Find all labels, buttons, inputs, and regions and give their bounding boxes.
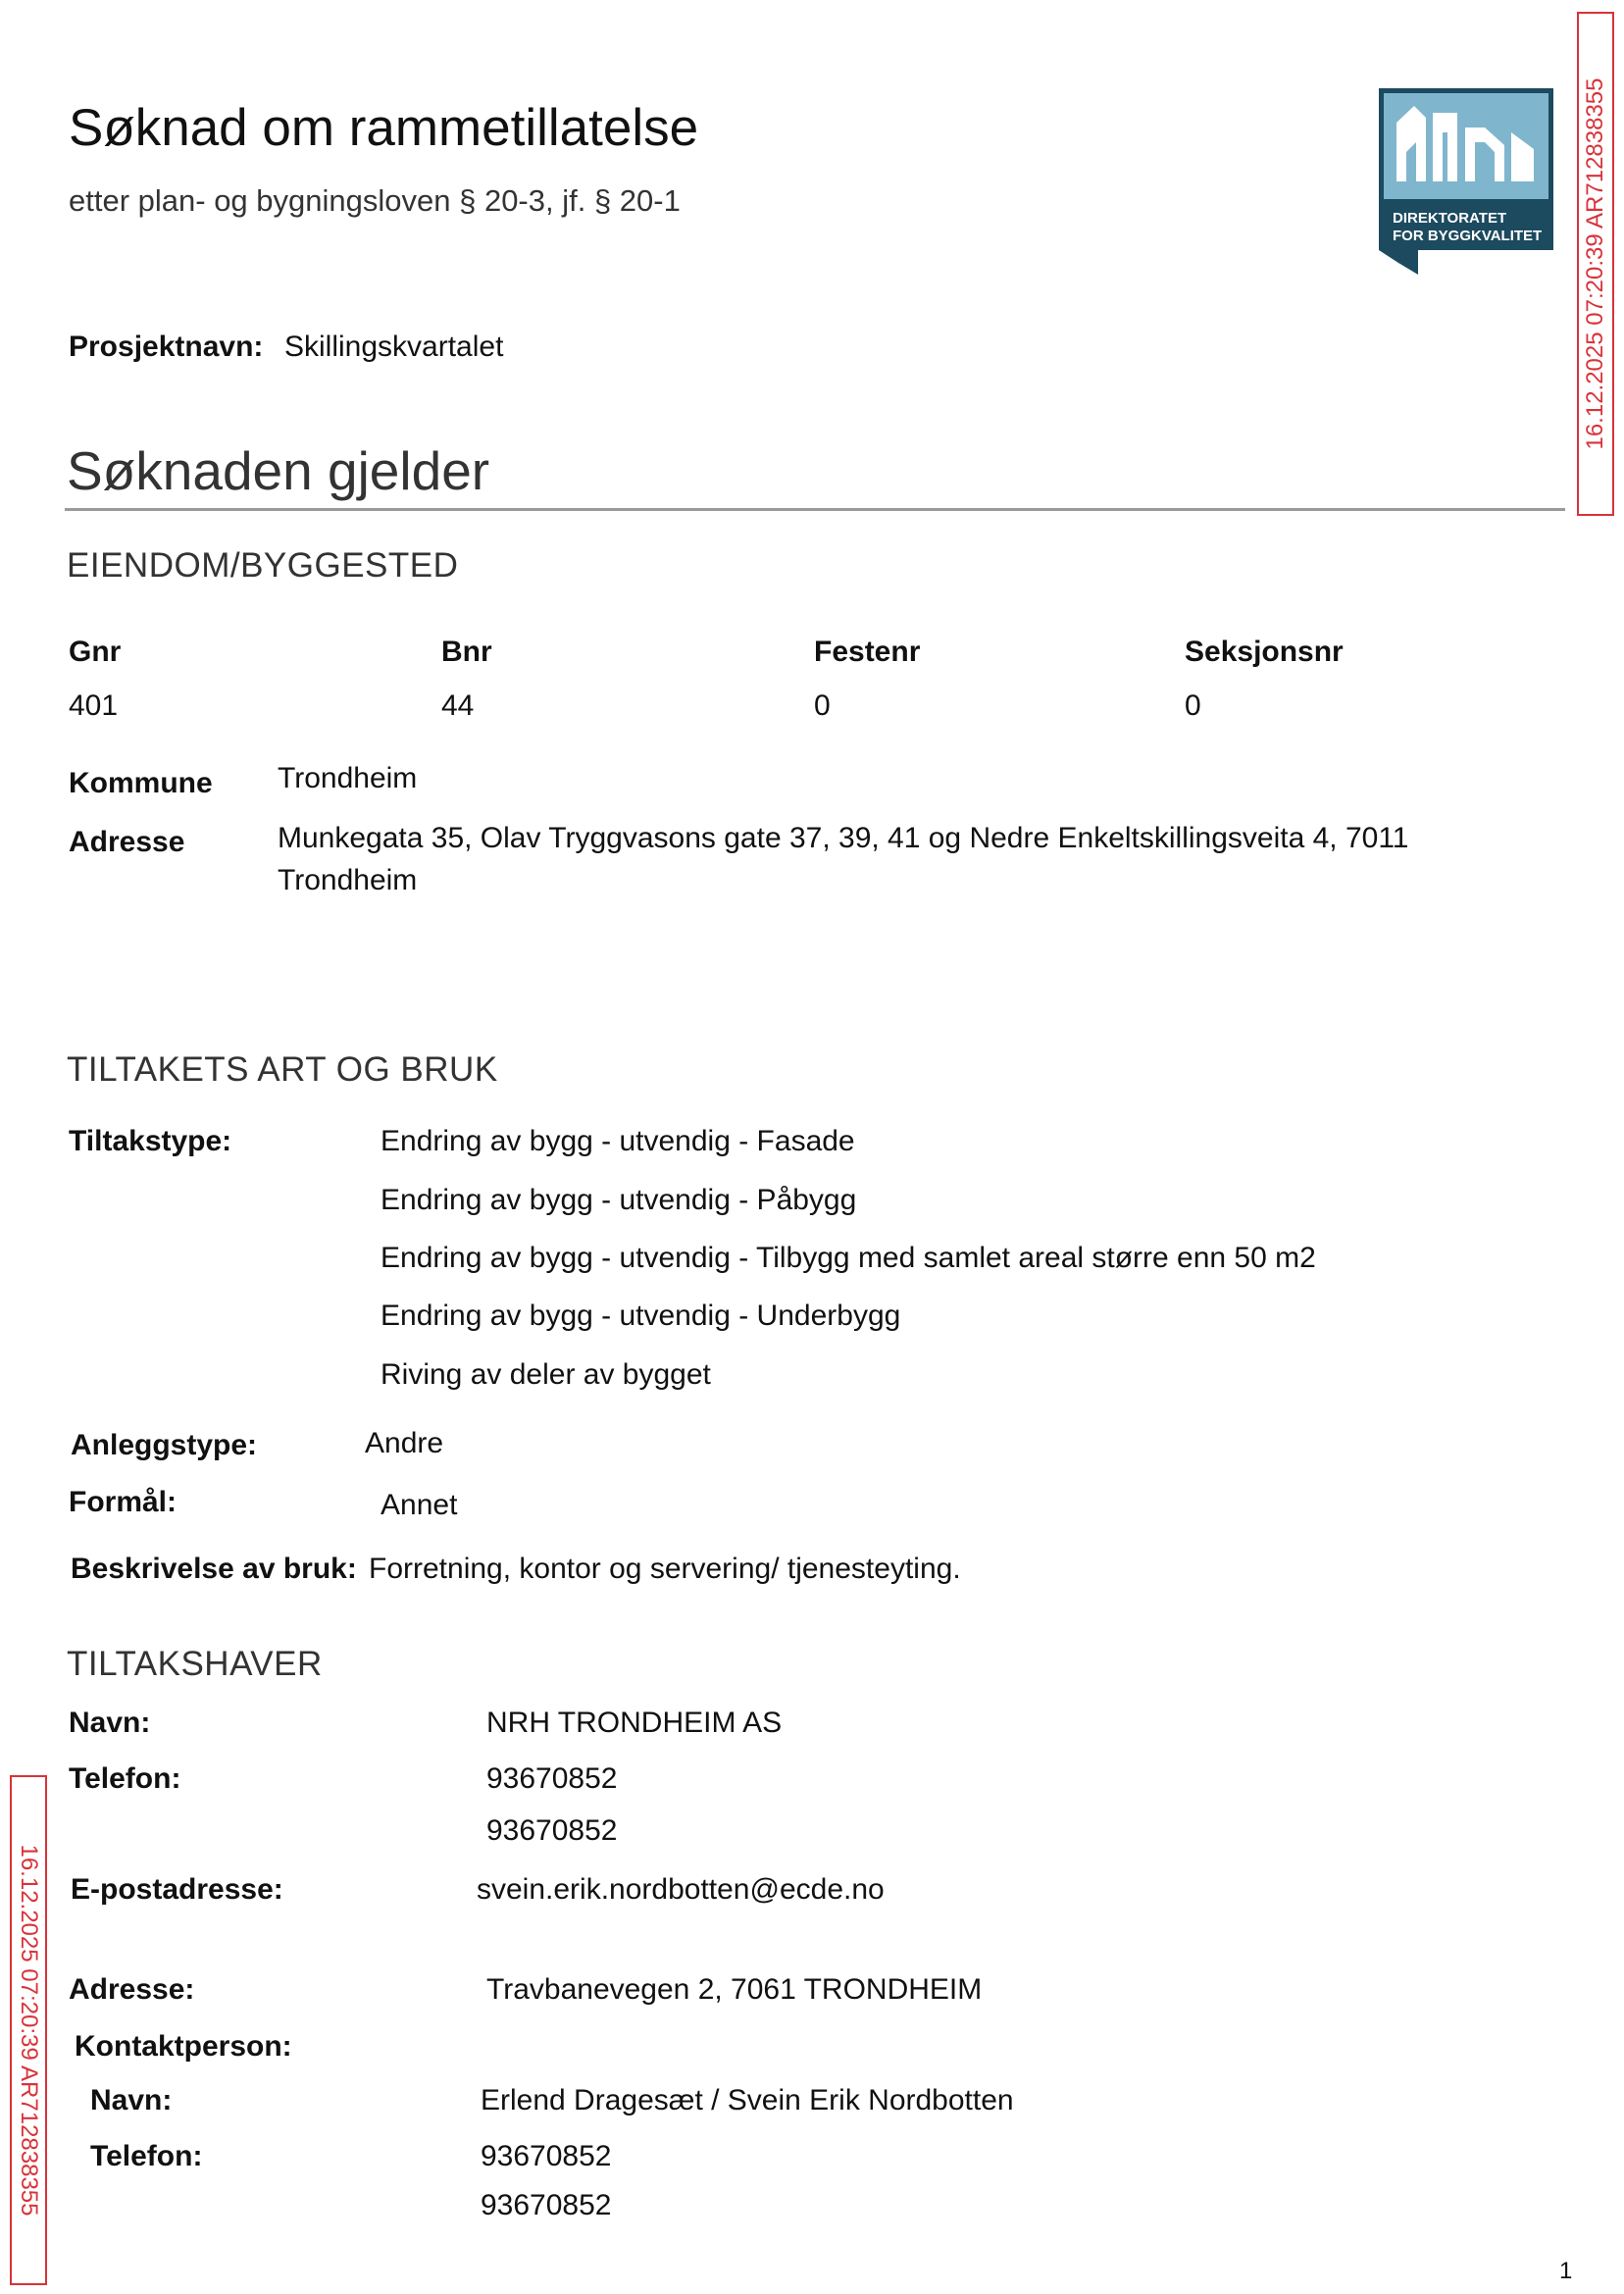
tiltakstype-item: Endring av bygg - utvendig - Påbygg (381, 1184, 857, 1216)
adresse-value: Travbanevegen 2, 7061 TRONDHEIM (486, 1973, 983, 2006)
dibk-logo (1379, 88, 1553, 275)
navn-value: NRH TRONDHEIM AS (486, 1707, 783, 1739)
tiltakstype-item: Riving av deler av bygget (381, 1358, 711, 1391)
property-heading: EIENDOM/BYGGESTED (67, 546, 459, 585)
epost-label: E-postadresse: (71, 1873, 283, 1906)
adresse-line1: Munkegata 35, Olav Tryggvasons gate 37, 39, 41 og Nedre Enkeltskillingsveita 4, 7011 (278, 822, 1409, 854)
navn-label: Navn: (69, 1707, 151, 1739)
tiltakstype-item: Endring av bygg - utvendig - Fasade (381, 1125, 855, 1157)
stamp-text: 16.12.2025 07:20:39 AR712838355 (16, 1844, 42, 2217)
seksjonsnr-value: 0 (1185, 689, 1201, 722)
kommune-value: Trondheim (278, 762, 418, 794)
project-label: Prosjektnavn: (69, 331, 264, 363)
kontakt-navn-label: Navn: (90, 2084, 173, 2116)
tiltak-heading: TILTAKETS ART OG BRUK (67, 1050, 498, 1089)
tiltakstype-item: Endring av bygg - utvendig - Underbygg (381, 1300, 901, 1332)
gnr-value: 401 (69, 689, 119, 722)
adresse-line2: Trondheim (278, 864, 418, 896)
kontaktperson-label: Kontaktperson: (75, 2030, 292, 2063)
kontakt-telefon-label: Telefon: (90, 2140, 203, 2172)
beskrivelse-value: Forretning, kontor og servering/ tjenesteyting. (369, 1553, 961, 1585)
bnr-label: Bnr (441, 636, 492, 668)
project-name: Skillingskvartalet (284, 331, 504, 363)
page-number: 1 (1559, 2258, 1573, 2284)
festenr-label: Festenr (814, 636, 921, 668)
logo-text-line1: DIREKTORATET (1393, 210, 1507, 227)
adresse-label: Adresse (69, 826, 185, 858)
stamp-text: 16.12.2025 07:20:39 AR712838355 (1582, 77, 1608, 450)
document-subtitle: etter plan- og bygningsloven § 20-3, jf. § 20-1 (69, 183, 681, 218)
logo-text-line2: FOR BYGGKVALITET (1393, 228, 1543, 244)
timestamp-stamp-left (10, 1775, 47, 2285)
bnr-value: 44 (441, 689, 475, 722)
tiltakshaver-heading: TILTAKSHAVER (67, 1645, 323, 1683)
anleggstype-value: Andre (365, 1427, 444, 1459)
formal-label: Formål: (69, 1486, 178, 1518)
timestamp-stamp-top (1577, 12, 1614, 516)
telefon-value: 93670852 (486, 1762, 618, 1795)
telefon-value: 93670852 (486, 1814, 618, 1847)
section-title: Søknaden gjelder (67, 440, 490, 501)
tiltakstype-label: Tiltakstype: (69, 1125, 232, 1157)
festenr-value: 0 (814, 689, 831, 722)
formal-value: Annet (381, 1489, 458, 1521)
section-divider (65, 508, 1565, 511)
kontakt-telefon-value: 93670852 (481, 2140, 612, 2172)
beskrivelse-label: Beskrivelse av bruk: (71, 1553, 357, 1585)
kommune-label: Kommune (69, 767, 213, 799)
telefon-label: Telefon: (69, 1762, 181, 1795)
seksjonsnr-label: Seksjonsnr (1185, 636, 1344, 668)
kontakt-telefon-value: 93670852 (481, 2189, 612, 2221)
gnr-label: Gnr (69, 636, 122, 668)
epost-value: svein.erik.nordbotten@ecde.no (477, 1873, 885, 1906)
tiltakstype-item: Endring av bygg - utvendig - Tilbygg med samlet areal større enn 50 m2 (381, 1242, 1316, 1274)
anleggstype-label: Anleggstype: (71, 1429, 258, 1461)
kontakt-navn-value: Erlend Dragesæt / Svein Erik Nordbotten (481, 2084, 1014, 2116)
document-title: Søknad om rammetillatelse (69, 99, 699, 157)
adresse-label: Adresse: (69, 1973, 195, 2006)
